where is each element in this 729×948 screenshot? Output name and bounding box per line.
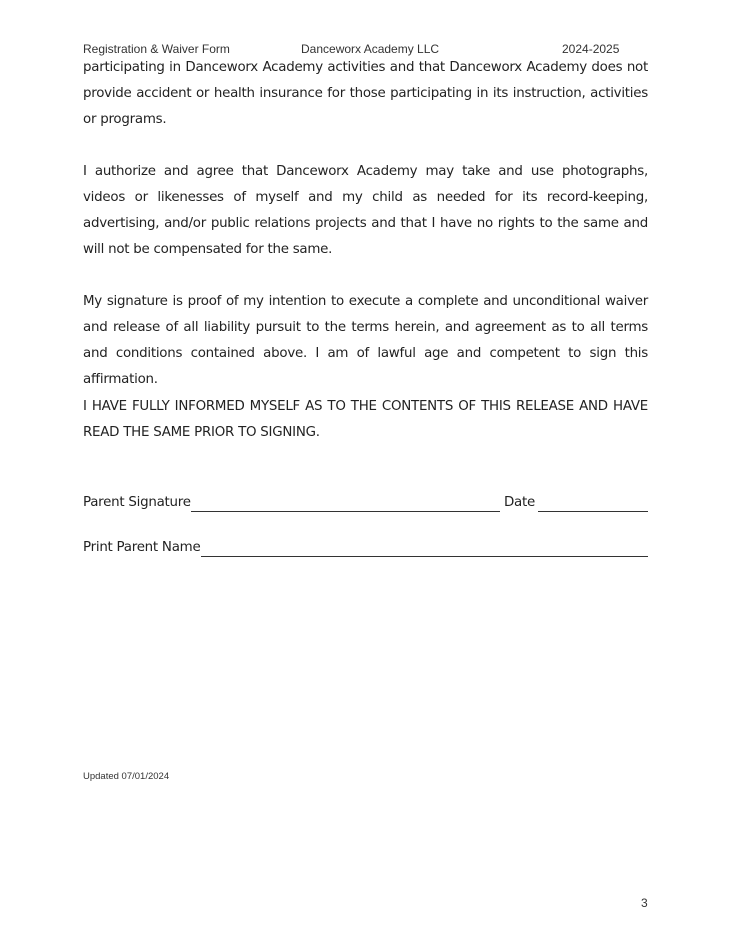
parent-signature-field[interactable]	[191, 511, 500, 512]
print-parent-name-label: Print Parent Name	[83, 540, 201, 555]
print-name-row	[83, 540, 648, 562]
date-label: Date	[504, 495, 536, 510]
parent-signature-label: Parent Signature	[83, 495, 191, 510]
paragraph-acknowledgement: I HAVE FULLY INFORMED MYSELF AS TO THE CONTENTS OF THIS RELEASE AND HAVE READ THE SAME PRIOR TO SIGNING.	[83, 399, 648, 440]
signature-row	[83, 495, 648, 517]
updated-date: Updated 07/01/2024	[83, 771, 170, 782]
header-season: 2024-2025	[562, 42, 620, 56]
paragraph-signature-affirmation: My signature is proof of my intention to execute a complete and unconditional waiver and release of all liability pursuit to the terms herein, and agreement as to all terms and conditions contained above. I am of lawful age and competent to sign this affirmation.	[83, 294, 648, 387]
date-field[interactable]	[538, 511, 648, 512]
paragraph-media-release: I authorize and agree that Danceworx Academy may take and use photographs, videos or likenesses of myself and my child as needed for its record-keeping, advertising, and/or public relations projects and that I have no rights to the same and will not be compensated for the same.	[83, 164, 648, 257]
header-form-title: Registration & Waiver Form	[83, 42, 230, 56]
page-number: 3	[641, 896, 648, 910]
paragraph-insurance: participating in Danceworx Academy activities and that Danceworx Academy does not provide accident or health insurance for those participating in its instruction, activities or programs.	[83, 60, 648, 127]
header-organization: Danceworx Academy LLC	[301, 42, 440, 56]
print-parent-name-field[interactable]	[201, 556, 648, 557]
